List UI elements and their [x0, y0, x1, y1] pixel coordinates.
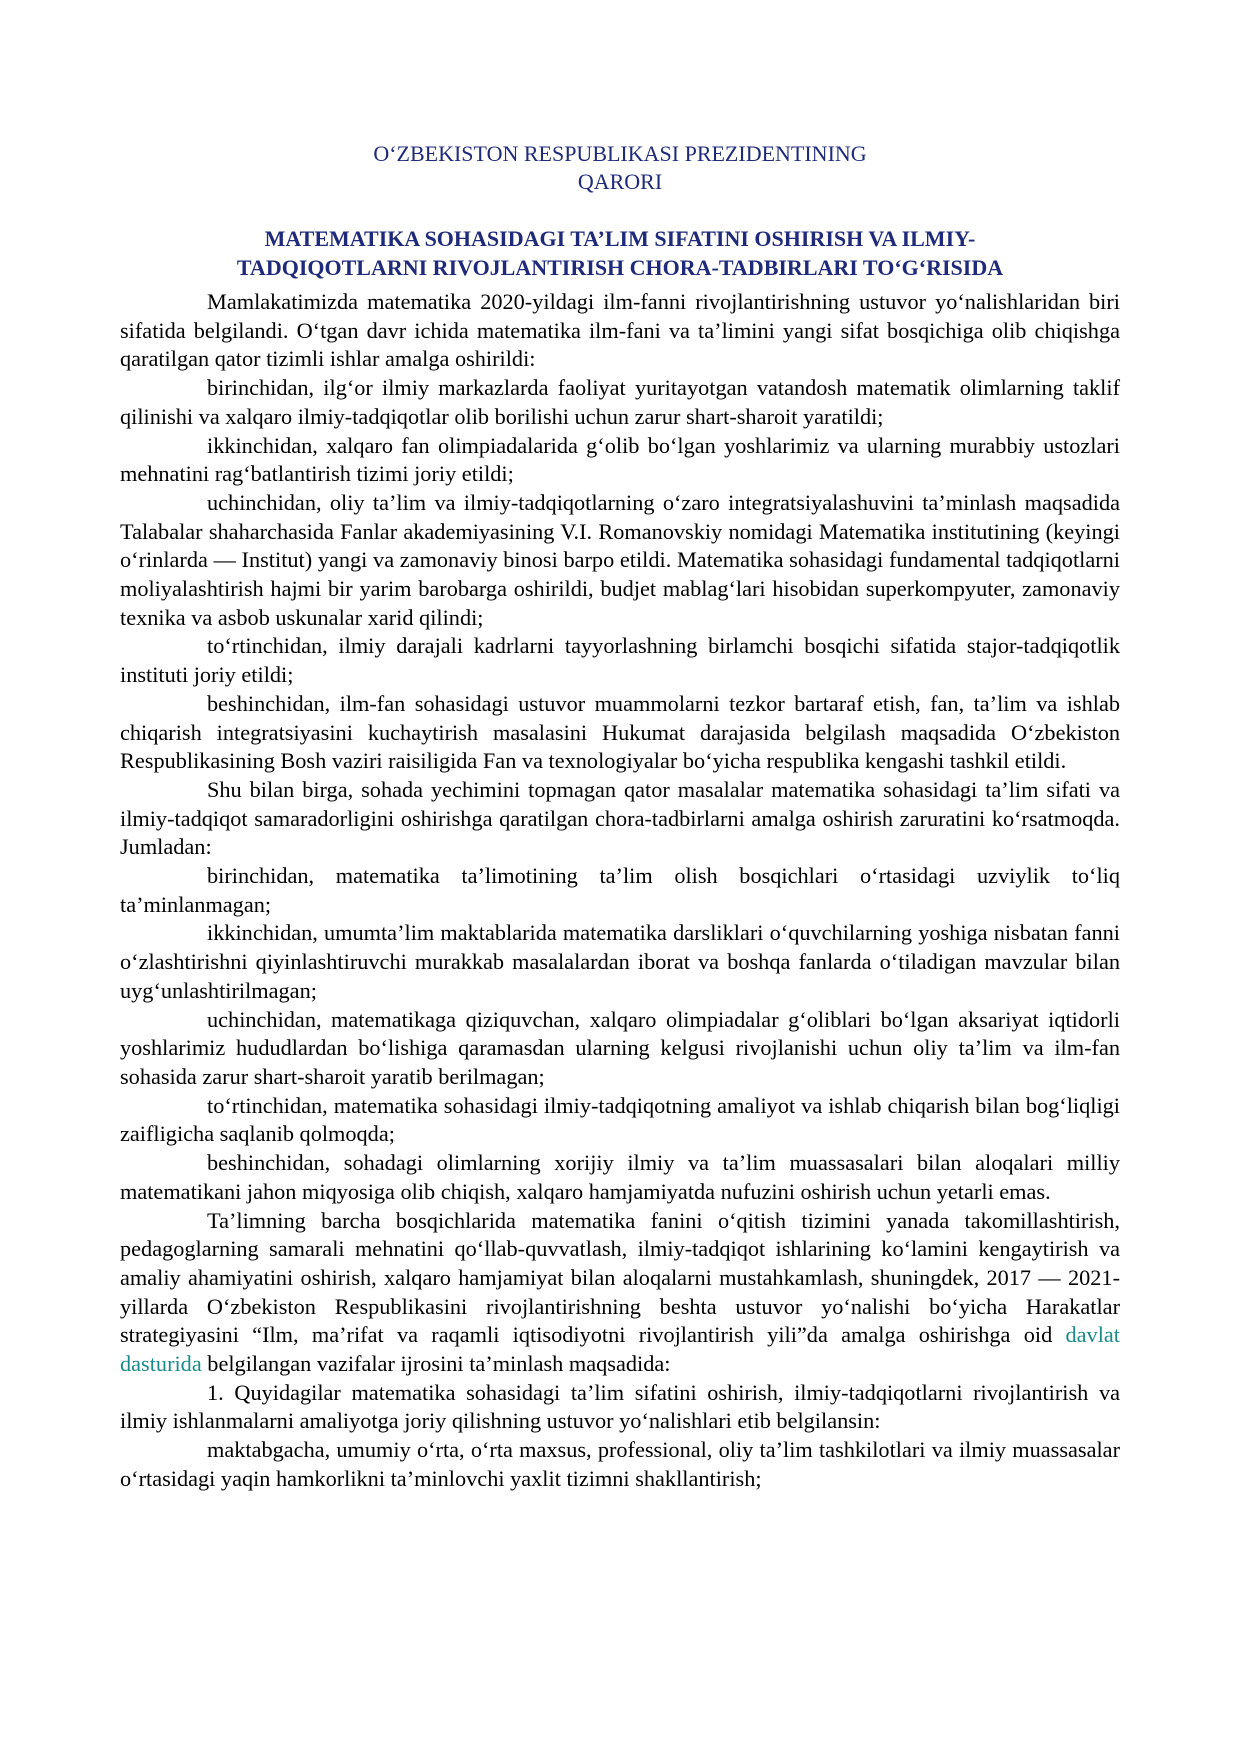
paragraph: to‘rtinchidan, matematika sohasidagi ilmiy-tadqiqotning amaliyot va ishlab chiqarish bilan bog‘liqligi zaifligicha saqlanib qolmoqda; [120, 1092, 1120, 1147]
purpose-text: Ta’limning barcha bosqichlarida matematika fanini o‘qitish tizimini yanada takomillashtirish, pedagoglarning samarali mehnatini qo‘llab-quvvatlash, ilmiy-tadqiqot ishlarining ko‘lamini kengaytirish va amaliy ahamiyatini oshirish, xalqaro hamjamiyat bilan aloqalarni mustahkamlash, shuningdek, 2017 — 2021-yillarda O‘zbekiston Respublikasini rivojlantirishning beshta ustuvor yo‘nalishi bo‘yicha Harakatlar strategiyasini “Ilm, ma’rifat va raqamli iqtisodiyotni rivojlantirish yili”da amalga oshirishga oid [120, 1207, 1120, 1348]
paragraph: birinchidan, ilg‘or ilmiy markazlarda faoliyat yuritayotgan vatandosh matematik olimlarning taklif qilinishi va xalqaro ilmiy-tadqiqotlar olib borilishi uchun zarur shart-sharoit yaratildi; [120, 375, 1120, 429]
paragraph: Shu bilan birga, sohada yechimini topmagan qator masalalar matematika sohasidagi ta’lim sifati va ilmiy-tadqiqot samaradorligini oshirishga qaratilgan chora-tadbirlarni amalga oshirish zaruratini ko‘rsatmoqda. Jumladan: [120, 776, 1120, 860]
state-program-link[interactable]: davlat dasturida [120, 1322, 1120, 1377]
paragraph: uchinchidan, oliy ta’lim va ilmiy-tadqiqotlarning o‘zaro integratsiyalashuvini ta’minlash maqsadida Talabalar shaharchasida Fanlar akademiyasining V.I. Romanovskiy nomidagi Matematika institutining (keyingi o‘rinlarda — Institut) yangi va zamonaviy binosi barpo etildi. Matematika sohasidagi fundamental tadqiqotlarni moliyalashtirish hajmi bir yarim barobarga oshirildi, budjet mablag‘lari hisobidan superkompyuter, zamonaviy texnika va asbob uskunalar xarid qilindi; [120, 489, 1120, 630]
document-type: QARORI [577, 169, 663, 194]
purpose-text-end: belgilangan vazifalar ijrosini ta’minlash maqsadida: [201, 1351, 671, 1377]
paragraph: ikkinchidan, umumta’lim maktablarida matematika darsliklari o‘quvchilarning yoshiga nisbatan fanni o‘zlashtirishni qiyinlashtiruvchi murakkab masalalardan iborat va boshqa fanlarda o‘tiladigan mavzular bilan uyg‘unlashtirilmagan; [120, 920, 1120, 1003]
paragraph: beshinchidan, sohadagi olimlarning xorijiy ilmiy va ta’lim muassasalari bilan aloqalari milliy matematikani jahon miqyosiga olib chiqish, xalqaro hamjamiyatda nufuzini oshirish uchun yetarli emas. [120, 1150, 1120, 1204]
document-body [120, 288, 1120, 1494]
issuer-line: O‘ZBEKISTON RESPUBLIKASI PREZIDENTINING [373, 141, 867, 166]
purpose-paragraph [120, 1207, 1120, 1379]
document-page [120, 140, 1120, 1494]
list-item: maktabgacha, umumiy o‘rta, o‘rta maxsus, professional, oliy ta’lim tashkilotlari va ilmiy muassasalar o‘rtasidagi yaqin hamkorlikni ta’minlovchi yaxlit tizimni shakllantirish; [120, 1437, 1120, 1491]
paragraph: Mamlakatimizda matematika 2020-yildagi ilm-fanni rivojlantirishning ustuvor yo‘nalishlaridan biri sifatida belgilandi. O‘tgan davr ichida matematika ilm-fani va ta’limini yangi sifat bosqichiga olib chiqishga qaratilgan qator tizimli ishlar amalga oshirildi: [120, 289, 1120, 372]
document-title: MATEMATIKA SOHASIDAGI TA’LIM SIFATINI OSHIRISH VA ILMIY- TADQIQOTLARNI RIVOJLANTIRISH CHORA-TADBIRLARI TO‘G‘RISIDA [236, 226, 1004, 280]
paragraph: uchinchidan, matematikaga qiziquvchan, xalqaro olimpiadalar g‘oliblari bo‘lgan aksariyat iqtidorli yoshlarimiz hududlardan bo‘lishiga qaramasdan ularning kelgusi rivojlanishi uchun oliy ta’lim va ilm-fan sohasida zarur shart-sharoit yaratib berilmagan; [120, 1006, 1120, 1089]
paragraph: ikkinchidan, xalqaro fan olimpiadalarida g‘olib bo‘lgan yoshlarimiz va ularning murabbiy ustozlari mehnatini rag‘batlantirish tizimi joriy etildi; [120, 432, 1120, 487]
paragraph: to‘rtinchidan, ilmiy darajali kadrlarni tayyorlashning birlamchi bosqichi sifatida stajor-tadqiqotlik instituti joriy etildi; [120, 633, 1120, 688]
numbered-item: 1. Quyidagilar matematika sohasidagi ta’lim sifatini oshirish, ilmiy-tadqiqotlarni rivojlantirish va ilmiy ishlanmalarni amaliyotga joriy qilishning ustuvor yo‘nalishlari etib belgilansin: [120, 1379, 1120, 1434]
paragraph: birinchidan, matematika ta’limotining ta’lim olish bosqichlari o‘rtasidagi uzviylik to‘liq ta’minlanmagan; [120, 863, 1120, 917]
paragraph: beshinchidan, ilm-fan sohasidagi ustuvor muammolarni tezkor bartaraf etish, fan, ta’lim va ishlab chiqarish integratsiyasini kuchaytirish masalasini Hukumat darajasida belgilash maqsadida O‘zbekiston Respublikasining Bosh vaziri raisiligida Fan va texnologiyalar bo‘yicha respublika kengashi tashkil etildi. [120, 690, 1120, 774]
